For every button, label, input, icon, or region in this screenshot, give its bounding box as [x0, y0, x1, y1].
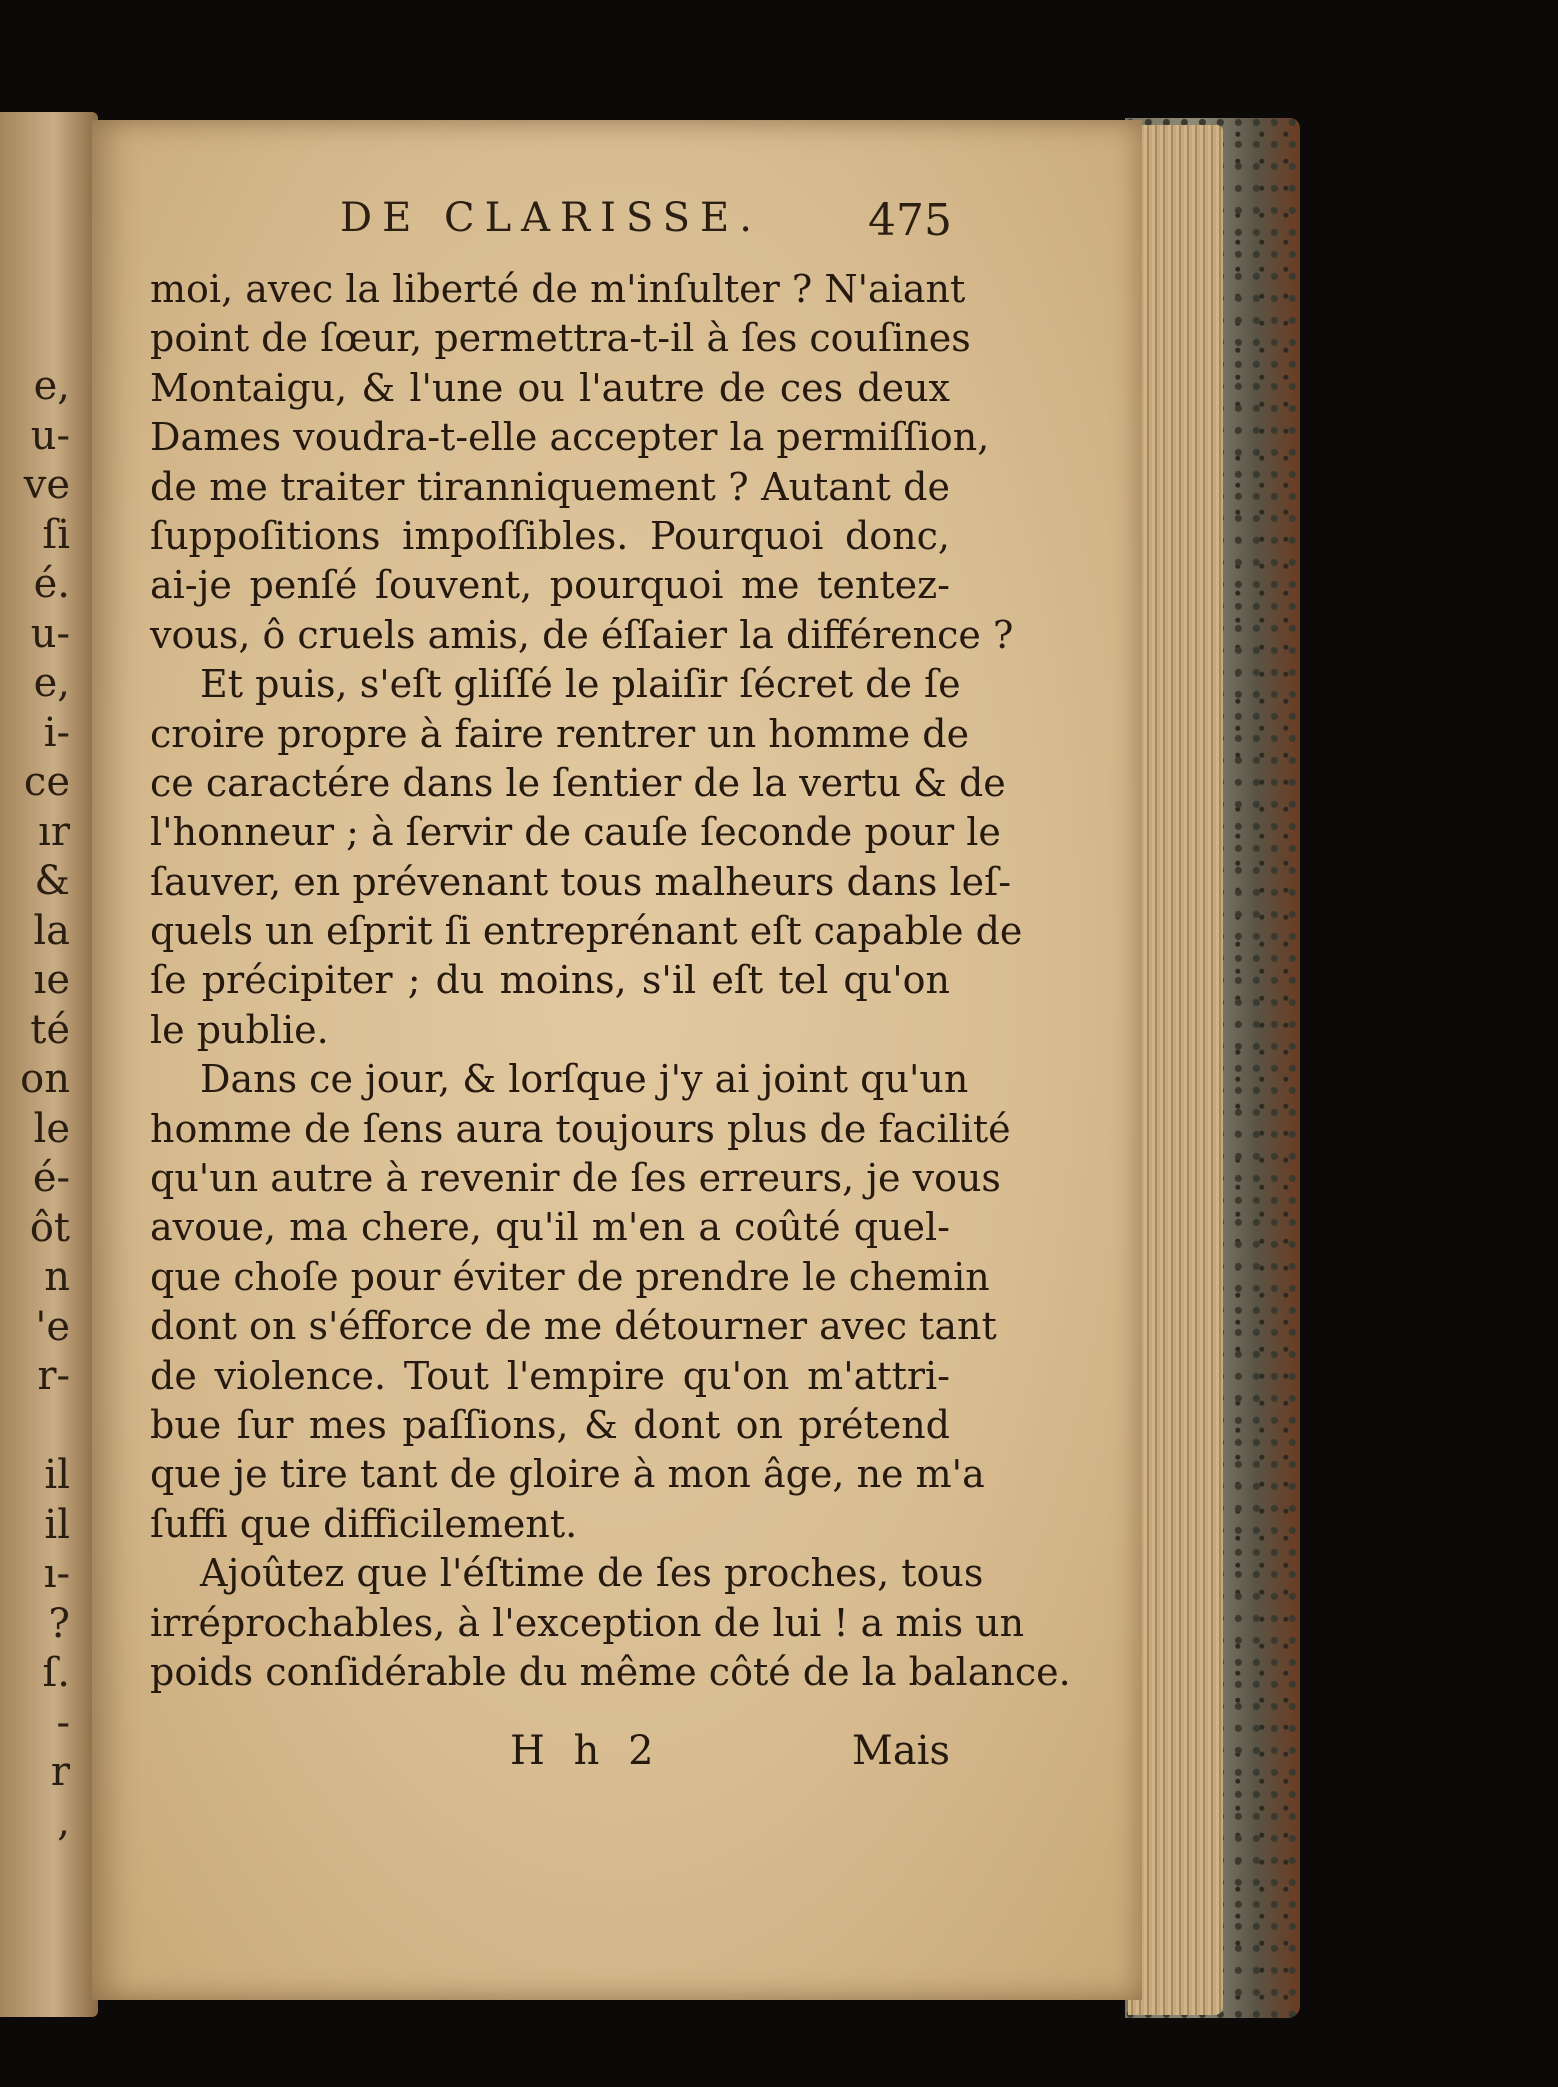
- text-line: homme de ſens aura toujours plus de facilité: [150, 1106, 1011, 1151]
- text-line: le publie.: [150, 1007, 329, 1052]
- left-fragment: &: [34, 858, 70, 904]
- text-line: que je tire tant de gloire à mon âge, ne m'a: [150, 1452, 985, 1497]
- left-fragment: la: [33, 907, 70, 954]
- left-page-edge: [0, 112, 98, 2017]
- left-fragment: ce: [23, 759, 70, 805]
- text-line: Dans ce jour, & lorſque j'y ai joint qu'un: [200, 1057, 969, 1102]
- page-block-edge: [1128, 125, 1223, 2015]
- running-head-title: DE CLARISSE.: [340, 195, 762, 241]
- left-fragment: ?: [48, 1600, 70, 1647]
- left-fragment: i-: [43, 709, 70, 756]
- text-line: Et puis, s'eſt gliſſé le plaiſir ſécret de ſe: [200, 662, 961, 707]
- left-fragment: e,: [33, 660, 70, 706]
- left-fragment: r-: [37, 1353, 70, 1399]
- left-fragment: ſ.: [42, 1650, 70, 1696]
- text-body: [150, 265, 1071, 1697]
- text-line: que choſe pour éviter de prendre le chemin: [150, 1254, 990, 1299]
- page-footer: [510, 1728, 950, 1778]
- page-number: 475: [868, 195, 952, 246]
- left-fragment: ſi: [42, 511, 70, 558]
- text-line: de me traiter tiranniquement ? Autant de: [150, 464, 950, 509]
- left-fragment: té: [30, 1006, 70, 1053]
- text-line: Montaigu, & l'une ou l'autre de ces deux: [150, 365, 950, 410]
- left-fragment: u-: [30, 412, 70, 459]
- text-line: ſuffi que difficilement.: [150, 1501, 578, 1546]
- left-fragment: il: [44, 1452, 70, 1498]
- text-line: avoue, ma chere, qu'il m'en a coûté quel-: [150, 1205, 950, 1250]
- text-line: moi, avec la liberté de m'inſulter ? N'aiant: [150, 267, 966, 311]
- left-fragment: é-: [32, 1155, 70, 1201]
- left-fragment: ôt: [29, 1204, 70, 1251]
- text-line: dont on s'éfforce de me détourner avec tant: [150, 1304, 997, 1349]
- left-fragment: ,: [57, 1798, 70, 1845]
- text-line: bue ſur mes paſſions, & dont on prétend: [150, 1402, 950, 1447]
- left-fragment: le: [33, 1105, 70, 1152]
- text-line: quels un eſprit ſi entreprénant eſt capable de: [150, 909, 1023, 954]
- text-line: ai-je penſé ſouvent, pourquoi me tentez-: [150, 563, 950, 608]
- left-fragment: e,: [33, 363, 70, 409]
- catchword: Mais: [851, 1728, 950, 1774]
- text-line: qu'un autre à revenir de ſes erreurs, je vous: [150, 1156, 1001, 1201]
- text-line: ſuppoſitions impoſſibles. Pourquoi donc,: [150, 513, 950, 558]
- left-fragment: -: [56, 1699, 70, 1746]
- text-line: ſauver, en prévenant tous malheurs dans leſ-: [150, 859, 1012, 904]
- text-line: de violence. Tout l'empire qu'on m'attri-: [150, 1353, 950, 1398]
- text-line: poids conſidérable du même côté de la balance.: [150, 1649, 1071, 1694]
- left-fragment: u-: [30, 610, 70, 657]
- left-fragment: il: [44, 1501, 70, 1548]
- left-fragment: ıe: [33, 957, 70, 1003]
- text-line: l'honneur ; à ſervir de cauſe ſeconde pour le: [150, 810, 1001, 855]
- text-line: point de ſœur, permettra-t-il à ſes couſines: [150, 316, 971, 361]
- text-line: Ajoûtez que l'éſtime de ſes proches, tous: [200, 1551, 984, 1596]
- left-fragment: é.: [33, 561, 70, 607]
- left-fragment: n: [44, 1254, 70, 1300]
- running-head: [340, 195, 1160, 255]
- text-line: irréprochables, à l'exception de lui ! a mis un: [150, 1600, 1025, 1645]
- text-line: ſe précipiter ; du moins, s'il eſt tel qu'on: [150, 958, 950, 1003]
- left-fragment: ır: [38, 808, 70, 855]
- text-line: ce caractére dans le ſentier de la vertu & de: [150, 760, 1006, 805]
- left-fragment: ı-: [43, 1551, 70, 1597]
- left-fragment: on: [20, 1056, 70, 1102]
- left-page-fragments: [0, 362, 70, 1847]
- left-fragment: 'e: [35, 1303, 70, 1350]
- left-fragment: r: [50, 1749, 70, 1795]
- text-line: vous, ô cruels amis, de éſſaier la différence ?: [150, 612, 1014, 657]
- left-fragment: ve: [23, 462, 70, 508]
- text-line: croire propre à faire rentrer un homme de: [150, 711, 970, 756]
- signature-mark: H h 2: [510, 1728, 662, 1774]
- left-fragment: [0, 1402, 70, 1452]
- text-line: Dames voudra-t-elle accepter la permiſſion,: [150, 415, 990, 460]
